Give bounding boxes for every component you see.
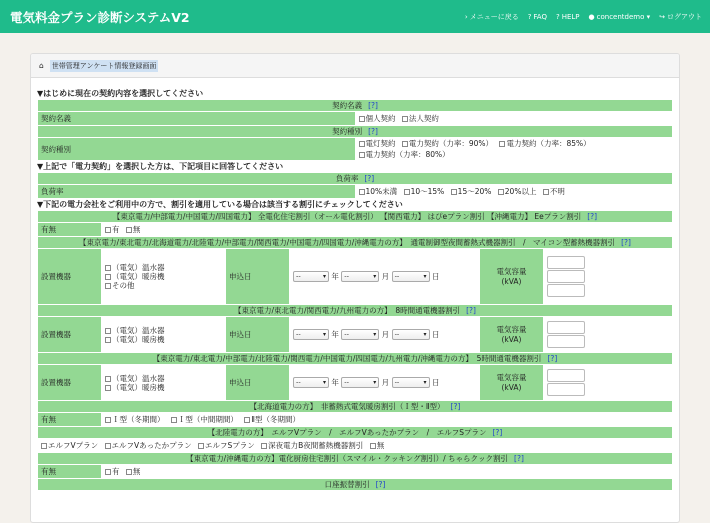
nav-faq[interactable] [528,12,547,22]
checkbox-option[interactable] [543,187,565,196]
checkbox-option[interactable] [451,187,492,196]
home-icon[interactable]: ⌂ [39,61,44,70]
option-label: エルフVあったかプラン [111,441,192,450]
capacity-input[interactable] [547,270,585,283]
section-title: ▼上記で「電力契約」を選択した方は、下記項目に回答してください [37,162,284,171]
checkbox[interactable] [105,227,111,233]
top-bar [0,0,710,33]
select-value: -- [296,272,301,281]
option-label: 有 [112,467,120,476]
nav-label: HELP [561,12,580,21]
row-label: 有無 [38,413,102,427]
checkbox[interactable] [359,116,365,122]
row-value [102,365,226,401]
checkbox[interactable] [402,141,408,147]
day-label: 日 [431,329,440,339]
option-label: Ｉ型（中間期間） [177,415,238,424]
checkbox-option[interactable] [105,272,222,281]
capacity-inputs [544,365,673,401]
chevron-down-icon: ▾ [423,273,427,281]
option-label: 電力契約（力率：90%） [408,139,494,148]
checkbox[interactable] [498,189,504,195]
table-header [38,427,673,439]
capacity-inputs [544,249,673,305]
top-nav [465,12,702,22]
checkbox-option[interactable] [359,150,450,159]
year-label: 年 [331,271,339,281]
date-label: 申込日 [226,249,290,305]
header-label: 【東京電力/東北電力/中部電力/北陸電力/関西電力/中国電力/四国電力/九州電力/沖縄電力の方】 5時間通電機器割引 [152,354,542,363]
checkbox-option[interactable] [105,383,222,392]
capacity-input[interactable] [547,335,585,348]
checkbox-option[interactable] [41,441,98,450]
capacity-text: 電気容量 [496,324,527,334]
option-label: 電力契約（力率：85%） [506,139,591,148]
capacity-label [480,317,544,353]
help-circle-icon: ? [527,12,532,21]
option-label: エルフVプラン [48,441,99,450]
month-label: 月 [381,329,390,339]
chevron-down-icon: ▾ [322,331,326,339]
checkbox[interactable] [402,116,408,122]
checkbox[interactable] [244,417,250,423]
checkbox-option[interactable] [105,225,120,234]
load-factor-table [37,172,673,199]
help-link[interactable]: [?] [547,354,558,363]
checkbox[interactable] [543,189,549,195]
row-value [38,439,673,453]
checkbox-option[interactable] [244,415,300,424]
help-link[interactable]: [?] [375,480,386,489]
help-link[interactable]: [?] [621,238,631,247]
month-select[interactable] [341,271,379,282]
select-value: -- [394,272,400,281]
option-label: 個人契約 [365,114,396,123]
option-label: 15〜20% [457,187,492,196]
month-select[interactable] [341,329,379,340]
checkbox[interactable] [171,417,177,423]
checkbox-option[interactable] [402,139,493,148]
checkbox-option[interactable] [261,441,363,450]
row-label: 契約種別 [38,138,356,161]
select-value: -- [296,330,301,339]
checkbox-option[interactable] [359,187,398,196]
option-label: （電気）暖房機 [112,272,165,281]
row-label: 契約名義 [38,112,356,126]
help-link[interactable]: [?] [364,174,375,183]
capacity-input[interactable] [547,284,585,297]
capacity-text: 電気容量 [496,266,527,276]
day-label: 日 [431,271,440,281]
breadcrumb [31,54,679,78]
chevron-right-icon: › [464,12,468,21]
header-label: 口座振替割引 [324,480,370,489]
logout-icon: ↪ [659,12,665,21]
checkbox-option[interactable] [105,441,192,450]
checkbox[interactable] [359,189,365,195]
checkbox[interactable] [105,376,111,382]
checkbox-option[interactable] [105,374,222,383]
checkbox-option[interactable] [402,114,439,123]
checkbox[interactable] [126,227,132,233]
option-label: 法人契約 [408,114,439,123]
header-label: 【北陸電力の方】 エルフVプラン / エルフVあったかプラン / エルフSプラン [207,428,487,437]
day-label: 日 [431,377,440,387]
user-icon: ● [588,12,595,21]
capacity-input[interactable] [547,369,585,382]
option-label: 無 [132,225,141,234]
section-title: ▼下記の電力会社をご利用中の方で、割引を適用している場合は該当する割引にチェックしてください [37,200,403,209]
row-value [102,465,673,479]
option-label: 10%未満 [365,187,398,196]
option-label: （電気）暖房機 [112,382,165,392]
app-title: 電気料金プラン診断システムV2 [10,9,190,25]
year-select[interactable] [293,271,329,282]
day-select[interactable] [392,377,430,388]
checkbox[interactable] [105,265,111,271]
help-link[interactable]: [?] [514,454,524,463]
row-value [355,138,673,161]
checkbox-option[interactable] [126,225,141,234]
nav-logout[interactable] [659,12,702,22]
capacity-input[interactable] [547,256,585,269]
checkbox-option[interactable] [359,114,396,123]
help-link[interactable]: [?] [450,402,461,411]
table-header [38,100,673,112]
option-label: 不明 [549,187,565,196]
header-label: 契約種別 [332,127,363,136]
select-value: -- [394,378,400,387]
checkbox[interactable] [370,443,376,449]
chevron-down-icon: ▾ [373,331,377,339]
header-label: 【北海道電力の方】 非蓄熱式電気暖房割引（Ｉ型・Ⅱ型） [249,402,445,411]
nav-label: concentdemo ▾ [596,12,651,21]
checkbox[interactable] [105,443,111,449]
header-label: 【東京電力/東北電力/北海道電力/北陸電力/中部電力/関西電力/中国電力/四国電力/沖縄電力の方】 通電制御型夜間蓄熱式機器割引 / マイコン型蓄熱機器割引 [79,238,616,247]
header-label: 【東京電力/中部電力/中国電力/四国電力】 全電化住宅割引（オール電化割引） 【関西電力】 はぴeプラン割引 【沖縄電力】 Eeプラン割引 [112,212,582,221]
chevron-down-icon: ▾ [423,379,427,387]
select-value: -- [344,330,349,339]
capacity-label [480,365,544,401]
checkbox[interactable] [126,469,132,475]
chevron-down-icon: ▾ [423,331,427,339]
option-label: （電気）暖房機 [112,334,165,344]
select-value: -- [296,378,301,387]
table-header [38,211,673,223]
nav-help[interactable] [556,12,580,22]
capacity-input[interactable] [547,383,585,396]
month-label: 月 [381,377,390,387]
form-content [31,78,679,491]
checkbox-option[interactable] [198,441,255,450]
day-select[interactable] [392,329,430,340]
help-link[interactable]: [?] [368,101,378,110]
checkbox-option[interactable] [105,326,222,335]
row-value [102,249,226,305]
select-value: -- [344,378,349,387]
option-label: 20%以上 [504,187,537,196]
row-label: 有無 [38,465,102,479]
checkbox-option[interactable] [171,415,238,424]
year-label: 年 [331,377,339,387]
help-circle-icon: ? [555,12,560,21]
chevron-down-icon: ▾ [373,379,377,387]
select-value: -- [394,330,400,339]
capacity-label [480,249,544,305]
checkbox-option[interactable] [404,187,445,196]
year-select[interactable] [293,329,329,340]
row-value [355,185,673,199]
checkbox[interactable] [359,141,365,147]
nav-label: FAQ [533,12,547,21]
nav-label: ログアウト [667,12,702,21]
header-label: 負荷率 [335,174,359,183]
help-link[interactable]: [?] [492,428,503,437]
capacity-unit: (kVA) [501,382,522,392]
option-label: （電気）温水器 [112,263,165,272]
year-select[interactable] [293,377,329,388]
option-label: エルフSプラン [204,441,255,450]
checkbox[interactable] [261,443,267,449]
nav-label: メニューに戻る [469,12,519,21]
option-label: 電灯契約 [365,139,396,148]
row-label: 設置機器 [38,317,102,353]
checkbox-option[interactable] [105,263,222,272]
checkbox-option[interactable] [105,335,222,344]
checkbox-option[interactable] [499,139,590,148]
header-label: 【東京電力/東北電力/関西電力/九州電力の方】 8時間通電機器割引 [234,306,461,315]
section-title: ▼はじめに現在の契約内容を選択してください [37,89,204,98]
header-label: 【東京電力/沖縄電力の方】電化厨房住宅割引（スマイル・クッキング割引）/ ちゃらクック割引 [186,454,509,463]
row-label: 負荷率 [38,185,356,199]
checkbox-option[interactable] [105,467,120,476]
table-header [38,479,673,491]
row-label: 有無 [38,223,102,237]
option-label: Ⅱ型（冬期間） [251,415,300,424]
year-label: 年 [331,329,339,339]
option-label: 深夜電力B夜間蓄熱機器割引 [268,441,364,450]
date-selects [290,249,480,305]
checkbox-option[interactable] [126,467,141,476]
checkbox[interactable] [105,417,111,423]
table-header [38,305,673,317]
option-label: 電力契約（力率：80%） [365,150,450,159]
checkbox[interactable] [105,385,111,391]
checkbox[interactable] [105,283,111,289]
capacity-unit: (kVA) [501,276,522,286]
month-label: 月 [381,271,390,281]
table-header [38,453,673,465]
checkbox[interactable] [404,189,410,195]
row-label: 設置機器 [38,249,102,305]
option-label: 10〜15% [410,187,445,196]
page-title: 世帯管理アンケート情報登録画面 [51,61,157,70]
checkbox[interactable] [359,152,365,158]
checkbox[interactable] [105,337,111,343]
day-select[interactable] [392,271,430,282]
month-select[interactable] [341,377,379,388]
help-link[interactable]: [?] [466,306,476,315]
chevron-down-icon: ▾ [322,379,326,387]
checkbox-option[interactable] [105,415,165,424]
checkbox[interactable] [105,274,111,280]
table-header [38,126,673,138]
checkbox-option[interactable] [105,281,222,290]
nav-user-menu[interactable] [589,12,651,22]
table-header [38,237,673,249]
date-label: 申込日 [226,317,290,353]
capacity-inputs [544,317,673,353]
row-value [102,223,673,237]
option-label: Ｉ型（冬期間） [112,415,165,424]
discount-table [37,210,673,491]
checkbox[interactable] [105,469,111,475]
help-link[interactable]: [?] [368,127,378,136]
row-value [355,112,673,126]
table-header [38,353,673,365]
date-selects [290,365,480,401]
table-header [38,401,673,413]
help-link[interactable]: [?] [587,212,598,221]
contract-table [37,99,673,161]
date-selects [290,317,480,353]
select-value: -- [344,272,349,281]
checkbox-option[interactable] [498,187,537,196]
option-label: （電気）温水器 [112,373,165,383]
chevron-down-icon: ▾ [373,273,377,281]
option-label: 有 [112,225,120,234]
row-value [102,413,673,427]
chevron-down-icon: ▾ [322,273,326,281]
capacity-unit: (kVA) [501,334,522,344]
form-panel [30,53,680,523]
capacity-text: 電気容量 [496,372,527,382]
row-value [102,317,226,353]
checkbox-option[interactable] [370,441,385,450]
option-label: （電気）温水器 [112,325,165,335]
capacity-input[interactable] [547,321,585,334]
checkbox[interactable] [41,443,47,449]
option-label: その他 [112,281,135,290]
checkbox[interactable] [451,189,457,195]
nav-menu-back[interactable] [465,12,519,22]
checkbox[interactable] [105,328,111,334]
checkbox[interactable] [198,443,204,449]
checkbox-option[interactable] [359,139,396,148]
row-label: 設置機器 [38,365,102,401]
header-label: 契約名義 [332,101,363,110]
table-header [38,173,673,185]
option-label: 無 [132,467,141,476]
checkbox[interactable] [499,141,505,147]
date-label: 申込日 [226,365,290,401]
option-label: 無 [376,441,385,450]
